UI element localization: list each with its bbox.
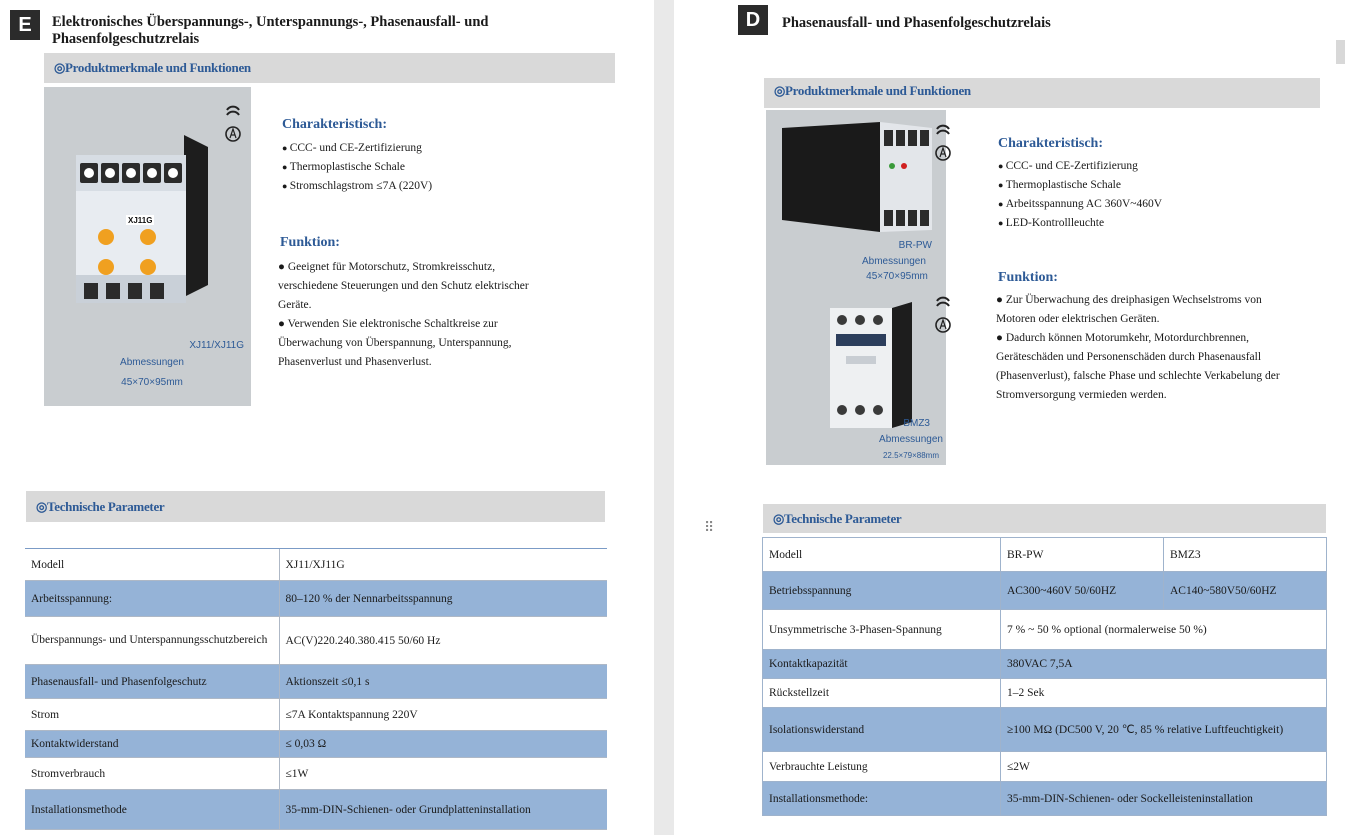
dimensions-value: 45×70×95mm <box>121 377 183 388</box>
table-cell-value: BMZ3 <box>1164 538 1327 572</box>
table-header-row <box>763 538 1327 572</box>
table-cell-value: 35-mm-DIN-Schienen- oder Grundplatteninstallation <box>279 790 607 830</box>
dimensions-value: 22.5×79×88mm <box>882 451 940 460</box>
list-item: ● CCC- und CE-Zertifizierung <box>282 139 432 158</box>
function-item: ● Zur Überwachung des dreiphasigen Wechselstroms von Motoren oder elektrischen Geräten. <box>996 294 1262 325</box>
relay-device-image-br-pw <box>780 120 940 238</box>
table-cell-label: Unsymmetrische 3-Phasen-Spannung <box>763 610 1001 650</box>
table-cell-value: 380VAC 7,5A <box>1001 650 1327 679</box>
table-cell-label: Phasenausfall- und Phasenfolgeschutz <box>25 665 279 699</box>
table-row <box>763 572 1327 610</box>
table-cell-label: Kontaktkapazität <box>763 650 1001 679</box>
function-heading: Funktion: <box>998 270 1058 285</box>
table-cell-value: BR-PW <box>1001 538 1164 572</box>
section-badge: E <box>10 10 40 40</box>
table-cell-label: Stromverbrauch <box>25 758 279 790</box>
characteristics-list <box>282 139 432 196</box>
list-item: ● CCC- und CE-Zertifizierung <box>998 157 1162 176</box>
table-cell-label: Installationsmethode: <box>763 782 1001 816</box>
characteristics-heading: Charakteristisch: <box>998 136 1103 151</box>
function-heading: Funktion: <box>280 235 340 250</box>
table-cell-label: Kontaktwiderstand <box>25 731 279 758</box>
list-item: ● Arbeitsspannung AC 360V~460V <box>998 195 1162 214</box>
table-cell-value: ≤7A Kontaktspannung 220V <box>279 699 607 731</box>
table-row <box>25 665 607 699</box>
table-cell-value: ≤1W <box>279 758 607 790</box>
relay-device-image <box>76 125 216 305</box>
table-row <box>25 549 607 581</box>
table-cell-value: AC(V)220.240.380.415 50/60 Hz <box>279 617 607 665</box>
table-row <box>763 708 1327 752</box>
table-row <box>763 752 1327 782</box>
function-item: ● Verwenden Sie elektronische Schaltkreise zur Überwachung von Überspannung, Unterspannung, Phasenverlust und Phasenverlust. <box>278 318 512 368</box>
table-row <box>763 679 1327 708</box>
product-photo <box>766 110 946 465</box>
table-cell-label: Strom <box>25 699 279 731</box>
table-cell-label: Modell <box>763 538 1001 572</box>
certification-icon <box>224 101 242 149</box>
table-cell-label: Betriebsspannung <box>763 572 1001 610</box>
table-row <box>763 782 1327 816</box>
table-row <box>25 790 607 830</box>
dimensions-label: Abmessungen <box>120 357 184 368</box>
table-row <box>25 617 607 665</box>
function-item: ● Geeignet für Motorschutz, Stromkreisschutz, verschiedene Steuerungen und den Schutz elektrischer Geräte. <box>278 261 529 311</box>
table-cell-value: AC140~580V50/60HZ <box>1164 572 1327 610</box>
parameters-table <box>25 548 607 830</box>
product-model-caption: BR-PW <box>898 240 932 251</box>
function-text <box>278 258 548 372</box>
characteristics-list <box>998 157 1162 233</box>
table-row <box>763 610 1327 650</box>
drag-handle-icon[interactable]: ⠿ <box>704 520 716 536</box>
table-cell-label: Verbrauchte Leistung <box>763 752 1001 782</box>
catalog-page-e <box>0 0 654 835</box>
page-title: Phasenausfall- und Phasenfolgeschutzrelais <box>782 15 1051 31</box>
features-section-bar: ◎Produktmerkmale und Funktionen <box>44 53 615 83</box>
parameters-section-bar: ◎Technische Parameter <box>763 504 1326 533</box>
table-cell-value: 80–120 % der Nennarbeitsspannung <box>279 581 607 617</box>
product-model-caption: XJ11/XJ11G <box>189 340 244 351</box>
table-cell-value: 35-mm-DIN-Schienen- oder Sockelleisteninstallation <box>1001 782 1327 816</box>
table-cell-label: Modell <box>25 549 279 581</box>
product-model-caption: BMZ3 <box>903 418 930 429</box>
section-badge: D <box>738 5 768 35</box>
table-cell-value: ≤ 0,03 Ω <box>279 731 607 758</box>
table-cell-value: 7 % ~ 50 % optional (normalerweise 50 %) <box>1001 610 1327 650</box>
page-title: Elektronisches Überspannungs-, Unterspannungs-, Phasenausfall- und Phasenfolgeschutzrelais <box>52 14 489 47</box>
table-cell-value: ≤2W <box>1001 752 1327 782</box>
table-cell-label: Installationsmethode <box>25 790 279 830</box>
function-text <box>996 291 1291 405</box>
catalog-page-d <box>674 0 1345 835</box>
relay-device-image-bmz3 <box>826 298 916 432</box>
table-row <box>763 650 1327 679</box>
table-cell-value: Aktionszeit ≤0,1 s <box>279 665 607 699</box>
table-cell-label: Rückstellzeit <box>763 679 1001 708</box>
table-cell-value: ≥100 MΩ (DC500 V, 20 ℃, 85 % relative Luftfeuchtigkeit) <box>1001 708 1327 752</box>
table-row <box>25 581 607 617</box>
scrollbar-thumb[interactable] <box>1336 40 1345 64</box>
parameters-table <box>762 537 1327 816</box>
features-section-bar: ◎Produktmerkmale und Funktionen <box>764 78 1320 108</box>
product-photo <box>44 87 251 406</box>
dimensions-value: 45×70×95mm <box>866 271 928 282</box>
table-row <box>25 758 607 790</box>
certification-icon <box>934 292 952 342</box>
function-item: ● Dadurch können Motorumkehr, Motordurchbrennen, Geräteschäden und Personenschäden durch Phasenausfall (Phasenverlust), falsche Phase und schlechte Verkabelung der Stromversorgung vermieden werden. <box>996 332 1280 401</box>
parameters-section-bar: ◎Technische Parameter <box>26 491 605 522</box>
table-row <box>25 699 607 731</box>
device-label: XJ11G <box>128 216 153 225</box>
list-item: ● Thermoplastische Schale <box>282 158 432 177</box>
table-cell-value: 1–2 Sek <box>1001 679 1327 708</box>
dimensions-label: Abmessungen <box>862 256 926 267</box>
list-item: ● Stromschlagstrom ≤7A (220V) <box>282 177 432 196</box>
characteristics-heading: Charakteristisch: <box>282 117 387 132</box>
dimensions-label: Abmessungen <box>879 434 943 445</box>
table-row <box>25 731 607 758</box>
list-item: ● LED-Kontrollleuchte <box>998 214 1162 233</box>
table-cell-label: Arbeitsspannung: <box>25 581 279 617</box>
table-cell-label: Überspannungs- und Unterspannungsschutzbereich <box>25 617 279 665</box>
table-cell-label: Isolationswiderstand <box>763 708 1001 752</box>
table-cell-value: AC300~460V 50/60HZ <box>1001 572 1164 610</box>
table-cell-value: XJ11/XJ11G <box>279 549 607 581</box>
list-item: ● Thermoplastische Schale <box>998 176 1162 195</box>
